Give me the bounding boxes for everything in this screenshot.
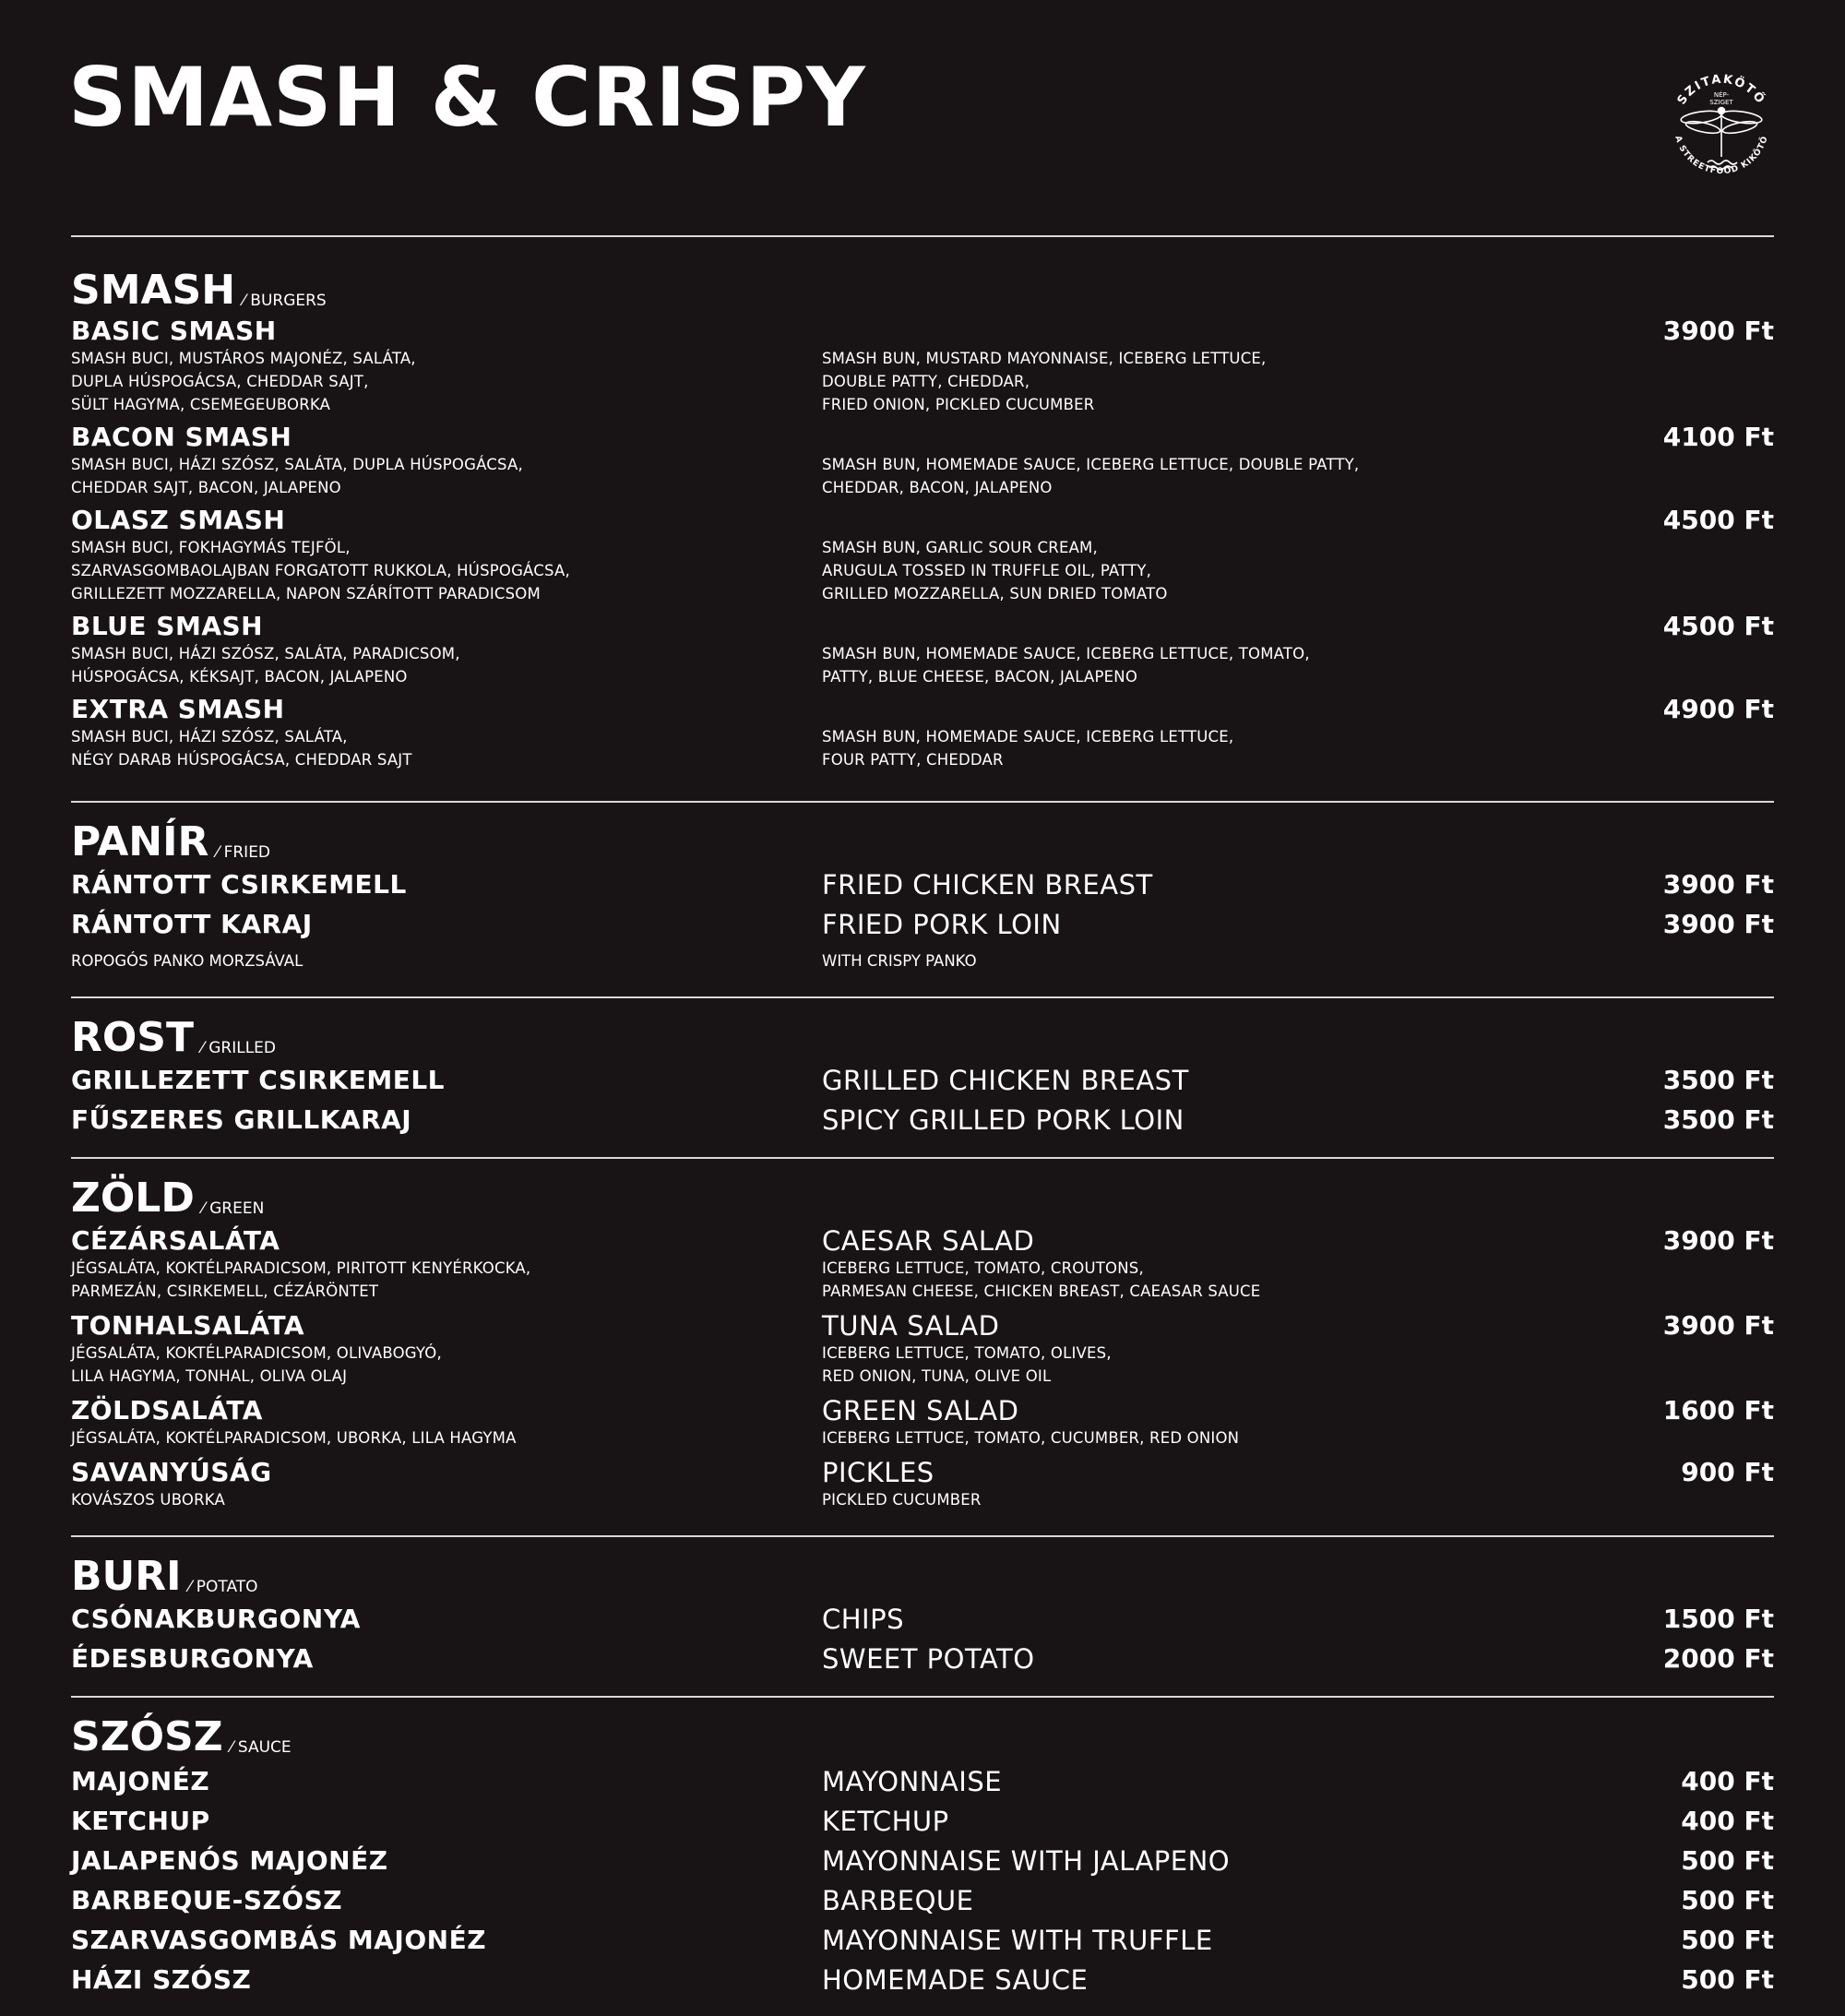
menu-item: [71, 1395, 1774, 1449]
section-title: ZÖLD: [71, 1175, 195, 1222]
item-description: SMASH BUCI, MUSTÁROS MAJONÉZ, SALÁTA, DUPLA HÚSPOGÁCSA, CHEDDAR SAJT, SÜLT HAGYMA, CSEMEGEUBORKA: [71, 350, 416, 413]
item-name-en: HOMEMADE SAUCE: [822, 1964, 1089, 1996]
menu-item: [71, 1225, 1774, 1303]
menu-page: [68, 0, 1774, 2016]
logo-center-text-2: SZIGET: [1709, 99, 1733, 106]
divider: [71, 1157, 1774, 1159]
item-description-en: SMASH BUN, MUSTARD MAYONNAISE, ICEBERG LETTUCE, DOUBLE PATTY, CHEDDAR, FRIED ONION, PICKLED CUCUMBER: [822, 350, 1267, 413]
item-name-en: CAESAR SALAD: [822, 1225, 1035, 1257]
item-name: BASIC SMASH: [71, 316, 277, 346]
item-name: HÁZI SZÓSZ: [71, 1964, 252, 1995]
section-title: SMASH: [71, 267, 236, 314]
menu-item: [71, 869, 1774, 901]
item-description: JÉGSALÁTA, KOKTÉLPARADICSOM, UBORKA, LILA HAGYMA: [71, 1429, 517, 1447]
item-name-en: BARBEQUE: [822, 1885, 974, 1916]
item-description: JÉGSALÁTA, KOKTÉLPARADICSOM, OLIVABOGYÓ, LILA HAGYMA, TONHAL, OLIVA OLAJ: [71, 1344, 442, 1385]
divider: [71, 1696, 1774, 1698]
section-note: [71, 949, 1774, 972]
item-description-en: PICKLED CUCUMBER: [822, 1491, 982, 1509]
item-name: FŰSZERES GRILLKARAJ: [71, 1104, 412, 1135]
item-price: 500 Ft: [1681, 1925, 1774, 1955]
menu-item: [71, 1885, 1774, 1916]
item-description: SMASH BUCI, FOKHAGYMÁS TEJFÖL, SZARVASGOMBAOLAJBAN FORGATOTT RUKKOLA, HÚSPOGÁCSA, GRILLEZETT MOZZARELLA, NAPON SZÁRÍTOTT PARADICSOM: [71, 539, 570, 602]
item-name: MAJONÉZ: [71, 1766, 210, 1796]
item-name: BACON SMASH: [71, 422, 292, 452]
item-name-en: MAYONNAISE: [822, 1766, 1003, 1797]
item-description: KOVÁSZOS UBORKA: [71, 1491, 225, 1509]
item-name: GRILLEZETT CSIRKEMELL: [71, 1065, 446, 1095]
item-name-en: SWEET POTATO: [822, 1643, 1035, 1675]
item-price: 4500 Ft: [1662, 611, 1774, 641]
item-price: 3500 Ft: [1662, 1065, 1774, 1095]
menu-item: [71, 694, 1774, 771]
item-description: SMASH BUCI, HÁZI SZÓSZ, SALÁTA, PARADICSOM, HÚSPOGÁCSA, KÉKSAJT, BACON, JALAPENO: [71, 645, 460, 686]
item-name: SAVANYÚSÁG: [71, 1457, 272, 1487]
section-header: [71, 1554, 1774, 1600]
section-panir: [71, 819, 1774, 972]
item-name: CÉZÁRSALÁTA: [71, 1225, 280, 1256]
divider: [71, 235, 1774, 237]
menu-item: [71, 1457, 1774, 1511]
item-price: 3900 Ft: [1662, 1310, 1774, 1341]
menu-item: [71, 422, 1774, 499]
item-name: OLASZ SMASH: [71, 505, 286, 535]
item-name-en: MAYONNAISE WITH TRUFFLE: [822, 1925, 1213, 1956]
section-zold: [71, 1175, 1774, 1511]
item-description: JÉGSALÁTA, KOKTÉLPARADICSOM, PIRITOTT KENYÉRKOCKA, PARMEZÁN, CSIRKEMELL, CÉZÁRÖNTET: [71, 1259, 531, 1300]
item-price: 400 Ft: [1681, 1806, 1774, 1836]
item-name: ÉDESBURGONYA: [71, 1643, 314, 1674]
item-description: SMASH BUCI, HÁZI SZÓSZ, SALÁTA, NÉGY DARAB HÚSPOGÁCSA, CHEDDAR SAJT: [71, 728, 412, 769]
item-description: SMASH BUCI, HÁZI SZÓSZ, SALÁTA, DUPLA HÚSPOGÁCSA, CHEDDAR SAJT, BACON, JALAPENO: [71, 456, 523, 496]
item-name-en: GRILLED CHICKEN BREAST: [822, 1065, 1189, 1096]
section-subtitle: ⁄ GREEN: [201, 1199, 265, 1218]
section-title: PANÍR: [71, 818, 209, 865]
section-subtitle: ⁄ POTATO: [188, 1578, 258, 1596]
section-header: [71, 1175, 1774, 1222]
section-header: [71, 1714, 1774, 1760]
item-name: RÁNTOTT KARAJ: [71, 909, 313, 939]
item-name: TONHALSALÁTA: [71, 1310, 305, 1341]
section-szosz: [71, 1714, 1774, 1996]
menu-item: [71, 1310, 1774, 1388]
item-price: 3900 Ft: [1662, 1225, 1774, 1256]
item-description-en: ICEBERG LETTUCE, TOMATO, OLIVES, RED ONION, TUNA, OLIVE OIL: [822, 1344, 1112, 1385]
item-name: RÁNTOTT CSIRKEMELL: [71, 869, 407, 900]
logo-top-text: SZITAKÖTŐ: [1674, 72, 1768, 108]
item-name-en: MAYONNAISE WITH JALAPENO: [822, 1845, 1231, 1877]
item-price: 3900 Ft: [1662, 316, 1774, 346]
menu-item: [71, 1104, 1774, 1136]
item-price: 1500 Ft: [1662, 1604, 1774, 1634]
item-name-en: TUNA SALAD: [822, 1310, 1000, 1342]
section-subtitle: ⁄ BURGERS: [243, 292, 327, 310]
menu-item: [71, 1806, 1774, 1837]
section-header: [71, 268, 1774, 314]
item-name: CSÓNAKBURGONYA: [71, 1604, 361, 1634]
item-name-en: FRIED PORK LOIN: [822, 909, 1062, 940]
menu-item: [71, 1604, 1774, 1635]
divider: [71, 996, 1774, 998]
section-subtitle: ⁄ SAUCE: [230, 1738, 292, 1757]
item-name-en: SPICY GRILLED PORK LOIN: [822, 1104, 1184, 1136]
section-subtitle: ⁄ GRILLED: [201, 1039, 277, 1057]
item-price: 400 Ft: [1681, 1766, 1774, 1796]
section-title: SZÓSZ: [71, 1713, 223, 1760]
note-text-en: WITH CRISPY PANKO: [822, 952, 977, 970]
menu-item: [71, 1964, 1774, 1996]
section-title: BURI: [71, 1553, 182, 1600]
item-price: 500 Ft: [1681, 1964, 1774, 1995]
logo-center-text-1: NÉP-: [1713, 91, 1730, 99]
menu-item: [71, 1766, 1774, 1797]
item-price: 500 Ft: [1681, 1845, 1774, 1876]
item-name: KETCHUP: [71, 1806, 210, 1836]
menu-item: [71, 1925, 1774, 1956]
note-text: ROPOGÓS PANKO MORZSÁVAL: [71, 952, 304, 970]
item-name: BLUE SMASH: [71, 611, 264, 641]
item-description-en: SMASH BUN, HOMEMADE SAUCE, ICEBERG LETTUCE, TOMATO, PATTY, BLUE CHEESE, BACON, JALAPENO: [822, 645, 1310, 686]
item-description-en: ICEBERG LETTUCE, TOMATO, CROUTONS, PARMESAN CHEESE, CHICKEN BREAST, CAEASAR SAUCE: [822, 1259, 1261, 1300]
menu-item: [71, 1845, 1774, 1877]
section-rost: [71, 1015, 1774, 1136]
item-price: 2000 Ft: [1662, 1643, 1774, 1674]
menu-item: [71, 611, 1774, 688]
section-title: ROST: [71, 1014, 194, 1061]
item-description-en: SMASH BUN, HOMEMADE SAUCE, ICEBERG LETTUCE, DOUBLE PATTY, CHEDDAR, BACON, JALAPENO: [822, 456, 1360, 496]
item-price: 3900 Ft: [1662, 869, 1774, 900]
item-description-en: SMASH BUN, GARLIC SOUR CREAM, ARUGULA TOSSED IN TRUFFLE OIL, PATTY, GRILLED MOZZARELLA, SUN DRIED TOMATO: [822, 539, 1168, 602]
divider: [71, 801, 1774, 803]
item-price: 1600 Ft: [1662, 1395, 1774, 1426]
item-name: EXTRA SMASH: [71, 694, 285, 724]
item-name-en: GREEN SALAD: [822, 1395, 1019, 1426]
menu-item: [71, 909, 1774, 940]
item-price: 900 Ft: [1681, 1457, 1774, 1487]
item-price: 4100 Ft: [1662, 422, 1774, 452]
item-price: 3500 Ft: [1662, 1104, 1774, 1135]
menu-item: [71, 1065, 1774, 1096]
item-name-en: CHIPS: [822, 1604, 905, 1635]
item-price: 500 Ft: [1681, 1885, 1774, 1915]
item-name: BARBEQUE-SZÓSZ: [71, 1885, 343, 1915]
section-smash: [71, 268, 1774, 771]
menu-item: [71, 505, 1774, 605]
item-name-en: PICKLES: [822, 1457, 934, 1488]
section-header: [71, 819, 1774, 865]
item-description-en: SMASH BUN, HOMEMADE SAUCE, ICEBERG LETTUCE, FOUR PATTY, CHEDDAR: [822, 728, 1234, 769]
menu-item: [71, 1643, 1774, 1675]
item-name: SZARVASGOMBÁS MAJONÉZ: [71, 1925, 486, 1955]
menu-item: [71, 316, 1774, 416]
divider: [71, 1535, 1774, 1537]
logo-bottom-text: A STREETFOOD KIKÖTŐ: [1672, 135, 1770, 177]
section-buri: [71, 1554, 1774, 1675]
szitakoto-logo-icon: [1661, 66, 1781, 186]
item-description-en: ICEBERG LETTUCE, TOMATO, CUCUMBER, RED ONION: [822, 1429, 1240, 1447]
item-name-en: FRIED CHICKEN BREAST: [822, 869, 1153, 901]
menu-title: SMASH & CRISPY: [68, 50, 866, 145]
item-name: JALAPENÓS MAJONÉZ: [71, 1845, 388, 1876]
item-name-en: KETCHUP: [822, 1806, 949, 1837]
item-name: ZÖLDSALÁTA: [71, 1395, 263, 1426]
section-header: [71, 1015, 1774, 1061]
item-price: 4900 Ft: [1662, 694, 1774, 724]
item-price: 3900 Ft: [1662, 909, 1774, 939]
item-price: 4500 Ft: [1662, 505, 1774, 535]
section-subtitle: ⁄ FRIED: [216, 843, 271, 862]
